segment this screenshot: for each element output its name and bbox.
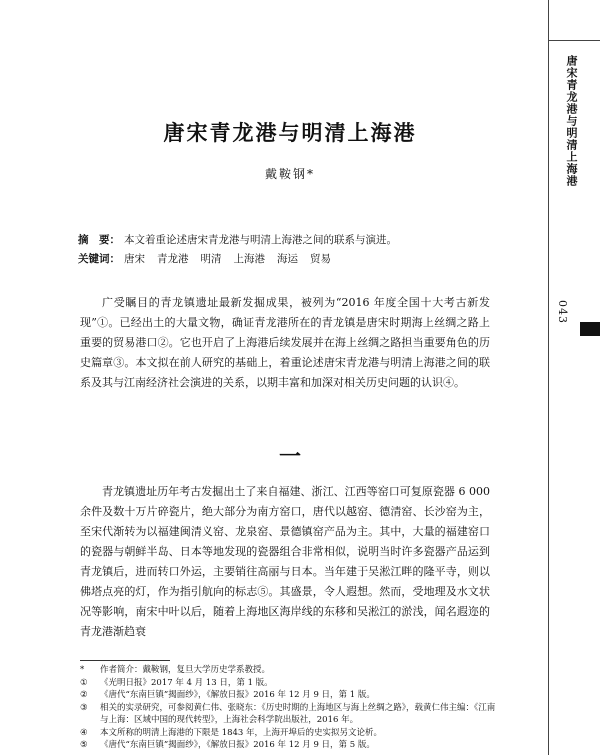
running-head: 唐宋青龙港与明清上海港 — [565, 55, 578, 187]
article-title: 唐宋青龙港与明清上海港 — [163, 120, 417, 145]
abstract — [78, 233, 538, 247]
footnote-mark: * — [80, 665, 85, 675]
footnotes — [80, 664, 500, 752]
section-number: 一 — [278, 444, 301, 470]
keyword: 明清 — [200, 253, 222, 265]
footnote-mark: ② — [80, 690, 88, 700]
footnote-text: 相关的实录研究，可参阅黄仁伟、张晓东：《历史时期的上海地区与海上丝绸之路》，载黄仁伟主编：《江南与上海：区域中国的现代转型》，上海社会科学院出版社，2016 年。 — [100, 702, 496, 725]
footnote-text: 《唐代“东南巨镇”揭面纱》，《解放日报》2016 年 12 月 9 日，第 1 版。 — [100, 690, 375, 700]
footnote-text: 作者简介：戴鞍钢，复旦大学历史学系教授。 — [100, 665, 271, 675]
page-right-rule — [548, 0, 549, 755]
body-paragraph-2: 青龙镇遗址历年考古发掘出土了来自福建、浙江、江西等窑口可复原瓷器 6 000 余件及数十万片碎瓷片，绝大部分为南方窑口，唐代以越窑、德清窑、长沙窑为主，至宋代渐转为以福建闽清义窑、龙泉窑、景德镇窑产品为主。其中，大量的福建窑口的瓷器与朝鲜半岛、日本等地发现的瓷器组合非常相似，说明当时许多瓷器产品运到青龙镇后，进而转口外运，主要销往高丽与日本。当年建于吴淞江畔的隆平寺，则以佛塔点亮的灯，作为指引航向的标志⑤。其盛景，令人遐想。然而，受地理及水文状况等影响，南宋中叶以后，随着上海地区海岸线的东移和吴淞江的淤浅，闻名遐迩的青龙港渐趋衰 — [80, 485, 490, 638]
footnote-text: 本文所称的明清上海港的下限是 1843 年，上海开埠后的史实拟另文论析。 — [100, 727, 383, 738]
footnote-mark: ④ — [80, 727, 88, 738]
keyword: 海运 — [277, 253, 298, 265]
footnote-text: 《唐代“东南巨镇”揭面纱》，《解放日报》2016 年 12 月 9 日，第 5 版。 — [100, 740, 375, 750]
keyword: 青龙港 — [157, 253, 189, 265]
footnote — [80, 677, 500, 690]
keyword: 上海港 — [233, 253, 265, 265]
keywords-label: 关键词： — [78, 253, 120, 265]
author-name: 戴鞍钢* — [264, 167, 315, 181]
keyword: 唐宋 — [124, 253, 145, 265]
footnote — [80, 689, 500, 702]
keywords — [78, 252, 538, 266]
footnote-text: 《光明日报》2017 年 4 月 13 日，第 1 版。 — [100, 677, 273, 688]
keyword: 贸易 — [310, 253, 331, 265]
footnote — [80, 702, 500, 727]
footnote-mark: ① — [80, 677, 88, 688]
footnote-mark: ③ — [80, 702, 88, 713]
abstract-text: 本文着重论述唐宋青龙港与明清上海港之间的联系与演进。 — [124, 234, 397, 246]
abstract-label: 摘 要： — [78, 234, 120, 246]
thumb-tab — [580, 322, 600, 336]
body-paragraph-1: 广受瞩目的青龙镇遗址最新发掘成果，被列为“2016 年度全国十大考古新发现”①。已经出土的大量文物，确证青龙港所在的青龙镇是唐宋时期海上丝绸之路上重要的贸易港口②。它也开启了上海港后续发展并在海上丝绸之路担当重要角色的历史篇章③。本文拟在前人研究的基础上，着重论述唐宋青龙港与明清上海港之间的联系及其与江南经济社会演进的关系，以期丰富和加深对相关历史问题的认识④。 — [80, 296, 490, 389]
footnote-rule — [80, 660, 170, 661]
page-top-rule — [548, 40, 600, 41]
page-number: 043 — [556, 300, 569, 324]
footnote-mark: ⑤ — [80, 740, 88, 750]
footnote — [80, 664, 500, 677]
footnote — [80, 727, 500, 740]
footnote — [80, 739, 500, 752]
